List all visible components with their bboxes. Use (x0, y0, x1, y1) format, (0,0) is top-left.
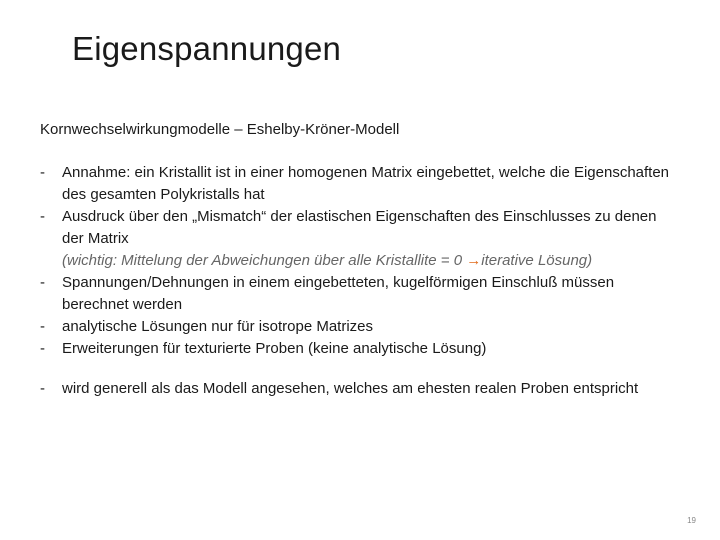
list-item (40, 316, 680, 338)
note-text: (wichtig: Mittelung der Abweichungen über alle Kristallite = 0 (62, 252, 463, 269)
arrow-right-icon: → (466, 252, 482, 269)
bullet-marker: - (40, 208, 45, 225)
bullet-text: Spannungen/Dehnungen in einem eingebetteten, kugelförmigen Einschluß müssen berechnet werden (62, 274, 615, 313)
bullet-list (40, 162, 680, 360)
bullet-text: analytische Lösungen nur für isotrope Matrizes (62, 318, 374, 335)
note-text-end: iterative Lösung) (481, 252, 593, 269)
slide-subtitle: Kornwechselwirkungmodelle – Eshelby-Kröner-Modell (40, 121, 400, 138)
bullet-text: Annahme: ein Kristallit ist in einer homogenen Matrix eingebettet, welche die Eigenschaften des gesamten Polykristalls hat (62, 164, 670, 203)
list-item (40, 338, 680, 360)
page-number: 19 (687, 516, 696, 525)
list-item (40, 378, 680, 400)
list-item (40, 206, 680, 272)
slide-title: Eigenspannungen (72, 30, 342, 67)
list-item (40, 162, 680, 206)
conclusion-text: wird generell als das Modell angesehen, welches am ehesten realen Proben entspricht (62, 380, 639, 397)
bullet-text: Erweiterungen für texturierte Proben (keine analytische Lösung) (62, 340, 487, 357)
bullet-note (62, 250, 680, 272)
list-item (40, 272, 680, 316)
bullet-marker: - (40, 164, 45, 181)
bullet-marker: - (40, 340, 45, 357)
bullet-text: Ausdruck über den „Mismatch“ der elastischen Eigenschaften des Einschlusses zu denen der Matrix (62, 208, 657, 247)
conclusion-list (40, 378, 680, 400)
bullet-marker: - (40, 380, 45, 397)
bullet-marker: - (40, 318, 45, 335)
bullet-marker: - (40, 274, 45, 291)
